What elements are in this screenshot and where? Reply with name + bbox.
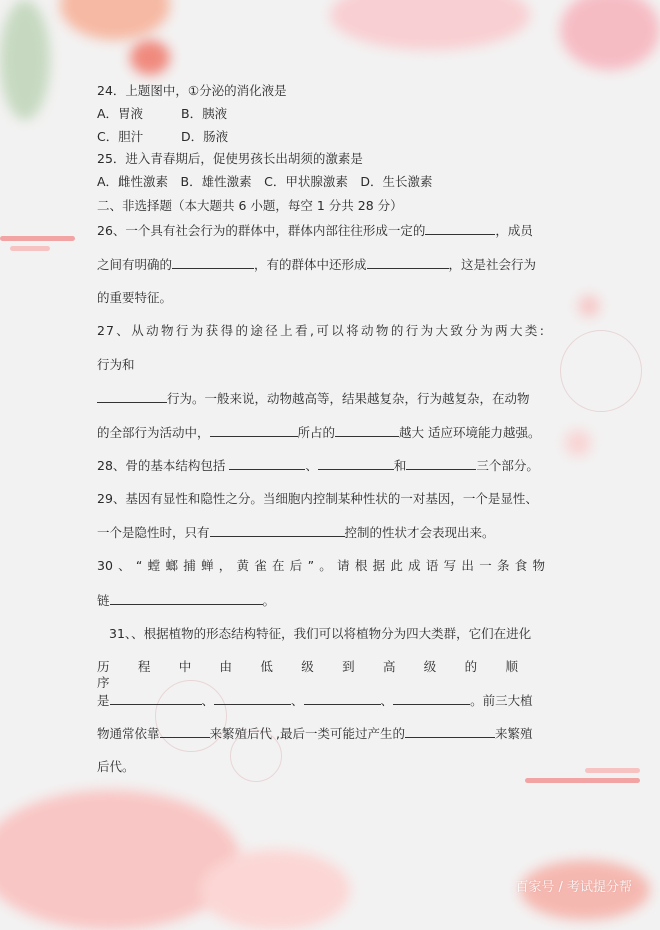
section-2-heading: 二、非选择题（本大题共 6 小题，每空 1 分共 28 分） [97, 198, 403, 213]
q24-stem: 24．上题图中，①分泌的消化液是 [97, 83, 287, 98]
pink-bar [585, 768, 640, 773]
flower-decoration [200, 850, 350, 930]
text: ，有的群体中还形成 [254, 257, 367, 272]
q30-line2 [97, 592, 545, 609]
text: 、 [201, 693, 215, 708]
flower-decoration [330, 0, 530, 50]
q24-option-c: C．胆汁 [97, 129, 144, 144]
text: ，成员 [495, 223, 533, 238]
blank [318, 457, 394, 470]
q30-line1: 30、“螳螂捕蝉，黄雀在后”。请根据此成语写出一条食物 [97, 558, 545, 573]
leaf-decoration [0, 0, 50, 120]
blank [110, 592, 263, 605]
text: 物通常依靠 [97, 726, 160, 741]
blank [406, 457, 476, 470]
q29-line1: 29、基因有显性和隐性之分。当细胞内控制某种性状的一对基因，一个是显性、 [97, 491, 538, 506]
q31-line1: 31、、根据植物的形态结构特征，我们可以将植物分为四大类群，它们在进化 [109, 626, 532, 641]
q31-line5: 后代。 [97, 759, 135, 774]
text: 、 [291, 693, 304, 708]
text: 越大 适应环境能力越强。 [399, 425, 541, 440]
text: ，这是社会行为 [448, 257, 537, 272]
q31-line2 [97, 659, 545, 690]
blank [367, 256, 449, 269]
q25-options: A．雌性激素 B．雄性激素 C．甲状腺激素 D．生长激素 [97, 174, 433, 189]
text: 链 [97, 593, 110, 608]
text: 所占的 [297, 425, 336, 440]
q31-line4 [97, 725, 545, 742]
q26-line1 [97, 222, 545, 239]
blank [160, 725, 210, 738]
q24-options-cd [97, 129, 545, 145]
blank [229, 457, 305, 470]
q27-line4 [97, 424, 545, 441]
circle-decoration [565, 430, 591, 456]
text: 三个部分。 [476, 458, 539, 473]
text: 28、骨的基本结构包括 [97, 458, 230, 473]
ring-decoration [560, 330, 642, 412]
text: 一个是隐性时，只有 [97, 525, 210, 540]
q27-line3 [97, 390, 545, 407]
text: 来繁殖后代 ,最后一类可能过产生的 [209, 726, 405, 741]
blank [405, 725, 495, 738]
q24-option-a: A．胃液 [97, 106, 144, 121]
text: 、 [380, 693, 394, 708]
q27-line1: 27、从动物行为获得的途径上看,可以将动物的行为大致分为两大类: [97, 323, 545, 338]
flower-decoration [0, 790, 240, 930]
blank [214, 692, 291, 705]
text: 行为。一般来说，动物越高等，结果越复杂，行为越复杂，在动物 [167, 391, 530, 406]
blank [110, 692, 202, 705]
blank [425, 222, 495, 235]
blank [304, 692, 381, 705]
text: 。 [262, 593, 276, 608]
pink-bar [0, 236, 75, 241]
text: 控制的性状才会表现出来。 [344, 525, 495, 540]
text: 来繁殖 [494, 726, 533, 741]
blank [210, 424, 298, 437]
text: 历程中由低级到高级的顺序 [97, 659, 545, 690]
circle-decoration [578, 295, 600, 317]
blank [97, 390, 167, 403]
pink-bar [10, 246, 50, 251]
blank [393, 692, 470, 705]
q24-option-b: B．胰液 [181, 106, 228, 121]
watermark: 百家号 / 考试提分帮 [515, 880, 632, 895]
text: 、 [305, 458, 318, 473]
text: 26、一个具有社会行为的群体中，群体内部往往形成一定的 [97, 223, 426, 238]
flower-decoration [560, 0, 660, 70]
blank [172, 256, 254, 269]
q25-stem: 25．进入青春期后，促使男孩长出胡须的激素是 [97, 151, 363, 166]
q24-option-d: D．肠液 [181, 129, 229, 144]
q24-options-ab [97, 106, 545, 122]
q31-line3 [97, 692, 545, 709]
q28 [97, 457, 545, 474]
flower-decoration [60, 0, 170, 40]
q29-line2 [97, 524, 545, 541]
text: 和 [393, 458, 407, 473]
text: 的全部行为活动中， [97, 425, 210, 440]
q26-line2 [97, 256, 545, 273]
q27-line2: 行为和 [97, 357, 135, 372]
q26-line3: 的重要特征。 [97, 290, 173, 305]
text: 。前三大植 [470, 693, 533, 708]
pink-bar [525, 778, 640, 783]
flower-decoration [130, 40, 170, 75]
blank [335, 424, 399, 437]
text: 是 [97, 693, 110, 708]
text: 之间有明确的 [97, 257, 173, 272]
blank [210, 524, 345, 537]
